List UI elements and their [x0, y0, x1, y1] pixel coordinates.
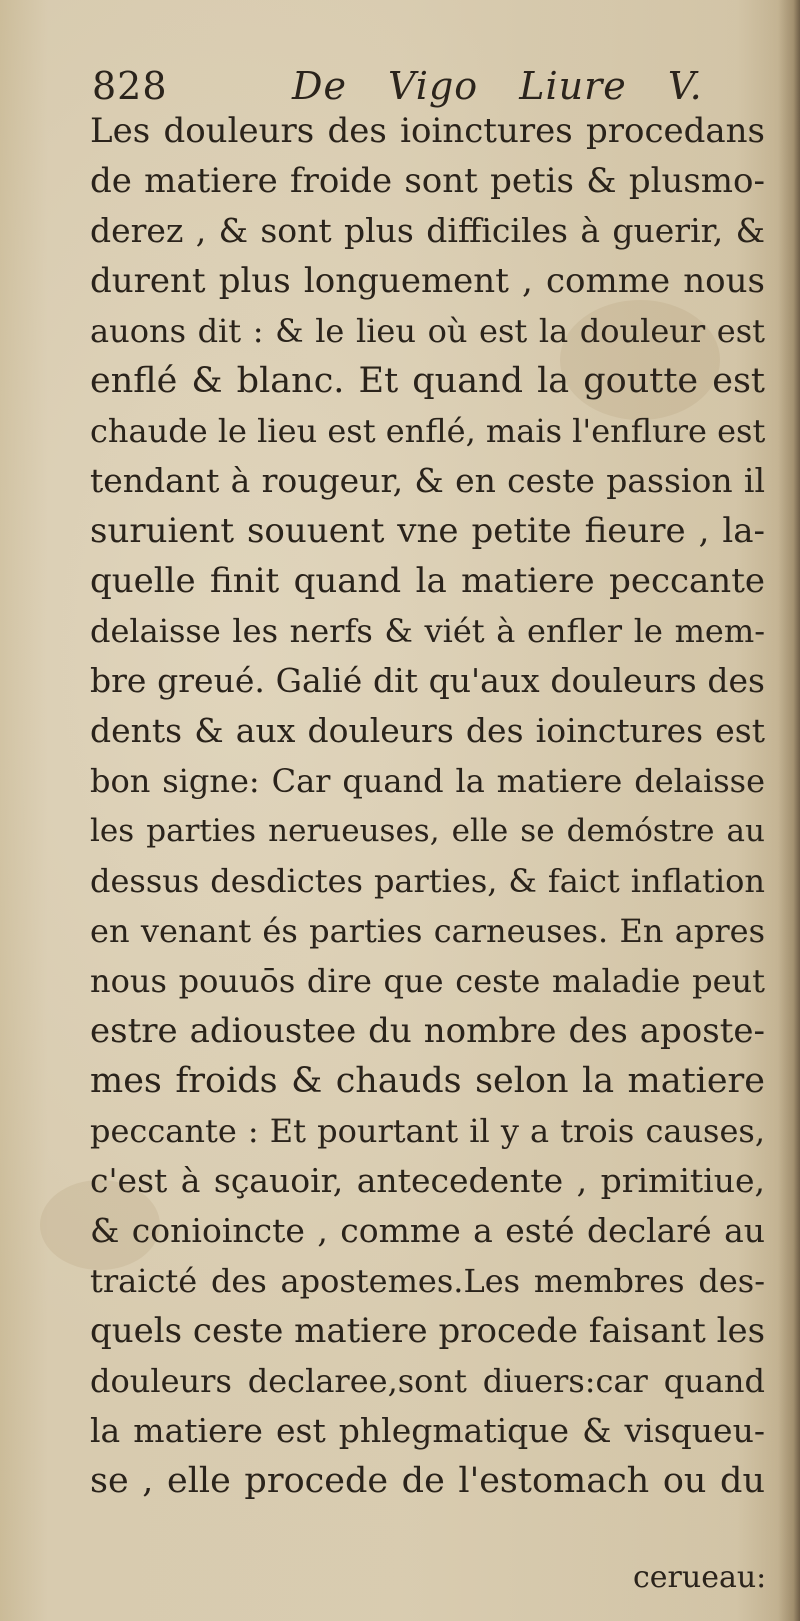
text-line: les parties nerueuses, elle se demóstre au	[90, 813, 765, 849]
text-line: nous pouuōs dire que ceste maladie peut	[90, 962, 765, 1000]
text-line: estre adioustee du nombre des aposte-	[90, 1011, 765, 1051]
text-line: quels ceste matiere procede faisant les	[90, 1311, 765, 1351]
text-line: derez , & sont plus difficiles à guerir, &	[90, 211, 765, 250]
text-line: quelle finit quand la matiere peccante	[90, 561, 765, 601]
text-line: peccante : Et pourtant il y a trois causes,	[90, 1112, 765, 1150]
text-line: c'est à sçauoir, antecedente , primitiue,	[90, 1161, 765, 1200]
text-line: dents & aux douleurs des ioinctures est	[90, 711, 765, 750]
text-line: & conioincte , comme a esté declaré au	[90, 1211, 765, 1250]
text-line: la matiere est phlegmatique & visqueu-	[90, 1411, 765, 1450]
text-line: dessus desdictes parties, & faict inflation	[90, 862, 765, 900]
text-line: durent plus longuement , comme nous	[90, 261, 765, 301]
text-line: en venant és parties carneuses. En apres	[90, 912, 765, 950]
text-line: chaude le lieu est enflé, mais l'enflure est	[90, 412, 765, 450]
text-line: enflé & blanc. Et quand la goutte est	[90, 361, 765, 401]
text-line: delaisse les nerfs & viét à enfler le mem-	[90, 612, 765, 650]
text-line: de matiere froide sont petis & plusmo-	[90, 161, 765, 201]
text-line: mes froids & chauds selon la matiere	[90, 1061, 765, 1101]
running-title: De Vigo Liure V.	[292, 64, 703, 108]
text-line: traicté des apostemes.Les membres des-	[90, 1262, 765, 1300]
text-line: suruient souuent vne petite fieure , la-	[90, 511, 765, 551]
text-line: douleurs declaree,sont diuers:car quand	[90, 1362, 765, 1400]
body-text	[90, 106, 765, 1506]
text-line: tendant à rougeur, & en ceste passion il	[90, 461, 765, 500]
text-line: bre greué. Galié dit qu'aux douleurs des	[90, 661, 765, 700]
page-gutter-shadow	[778, 0, 800, 1621]
catchword: cerueau:	[633, 1560, 767, 1595]
text-line: bon signe: Car quand la matiere delaisse	[90, 762, 765, 800]
page-number: 828	[92, 64, 168, 108]
text-line: Les douleurs des ioinctures procedans	[90, 111, 765, 151]
text-line: auons dit : & le lieu où est la douleur est	[90, 312, 765, 350]
text-line: se , elle procede de l'estomach ou du	[90, 1461, 765, 1501]
